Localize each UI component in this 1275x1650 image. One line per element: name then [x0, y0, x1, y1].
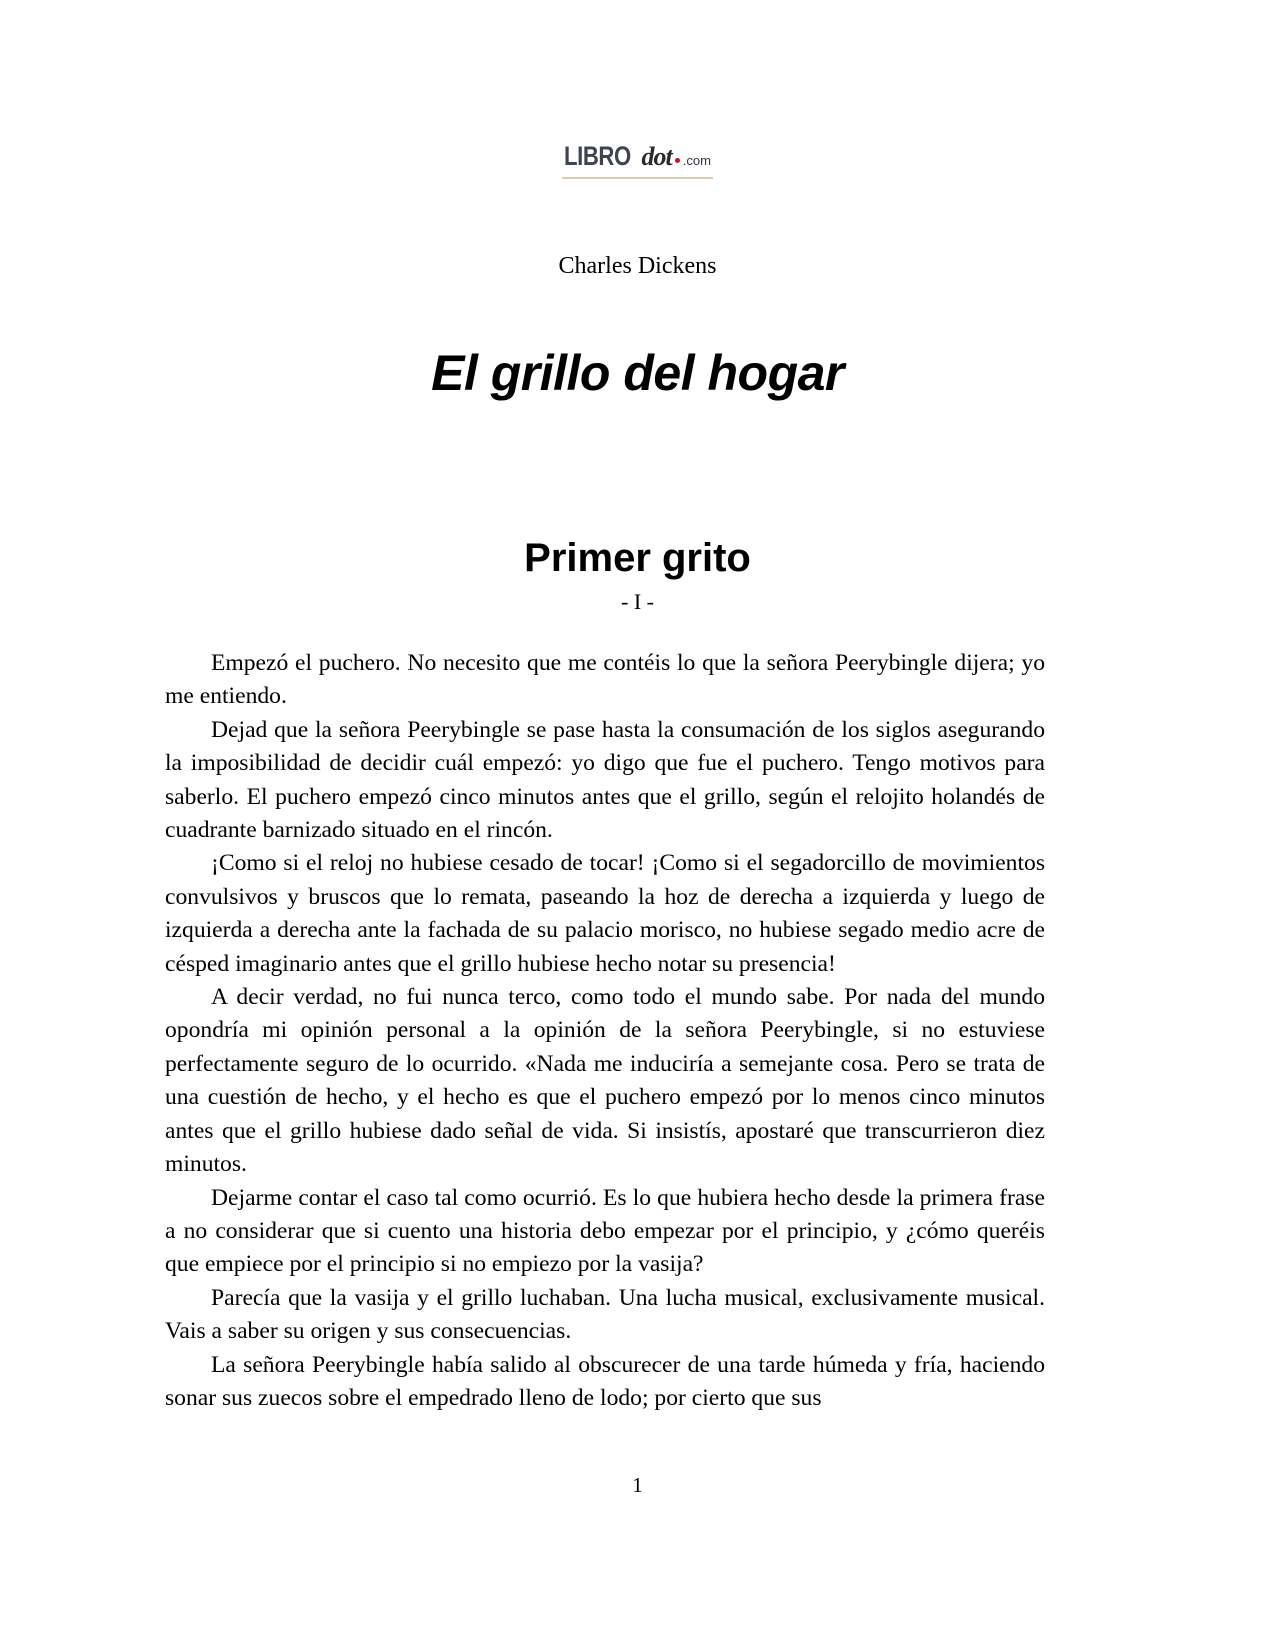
- logo-com-text: .com: [682, 153, 711, 168]
- red-dot-icon: [675, 158, 680, 163]
- section-heading: Primer grito: [524, 536, 751, 581]
- body-text: [165, 647, 1045, 1415]
- logo-underline-rule: [562, 177, 713, 179]
- paragraph: La señora Peerybingle había salido al obscurecer de una tarde húmeda y fría, haciendo sonar sus zuecos sobre el empedrado lleno de lodo; por cierto que sus: [165, 1351, 1045, 1411]
- librodot-logo[interactable]: [0, 143, 1275, 175]
- paragraph: Parecía que la vasija y el grillo luchaban. Una lucha musical, exclusivamente musical. Vais a saber su origen y sus consecuencias.: [165, 1284, 1045, 1345]
- paragraph: Empezó el puchero. No necesito que me contéis lo que la señora Peerybingle dijera; yo me entiendo.: [165, 650, 1045, 710]
- paragraph: Dejad que la señora Peerybingle se pase hasta la consumación de los siglos asegurando la imposibilidad de decidir cuál empezó: yo digo que fue el puchero. Tengo motivos para saberlo. El puchero empezó cinco minutos antes que el grillo, según el relojito holandés de cuadrante barnizado situado en el rincón.: [165, 716, 1045, 844]
- page-title: El grillo del hogar: [431, 344, 844, 401]
- author-name: Charles Dickens: [558, 253, 717, 279]
- logo-wordmark: [562, 143, 713, 175]
- logo-libro-text: LIBRO: [564, 141, 631, 171]
- part-number-label: - I -: [621, 589, 654, 614]
- page-number: 1: [632, 1473, 643, 1497]
- paragraph: A decir verdad, no fui nunca terco, como todo el mundo sabe. Por nada del mundo opondría mi opinión personal a la opinión de la señora Peerybingle, si no estuviese perfectamente seguro de lo ocurrido. «Nada me induciría a semejante cosa. Pero se trata de una cuestión de hecho, y el hecho es que el puchero empezó por lo menos cinco minutos antes que el grillo hubiese dado señal de vida. Si insistís, apostaré que transcurrieron diez minutos.: [165, 984, 1045, 1178]
- logo-dot-script-text: dot: [641, 142, 672, 171]
- paragraph: Dejarme contar el caso tal como ocurrió. Es lo que hubiera hecho desde la primera frase a no considerar que si cuento una historia debo empezar por el principio, y ¿cómo queréis que empiece por el principio si no empiezo por la vasija?: [165, 1184, 1045, 1278]
- paragraph: ¡Como si el reloj no hubiese cesado de tocar! ¡Como si el segadorcillo de movimientos convulsivos y bruscos que lo remata, paseando la hoz de derecha a izquierda y luego de izquierda a derecha ante la fachada de su palacio morisco, no hubiese segado medio acre de césped imaginario antes que el grillo hubiese hecho notar su presencia!: [165, 850, 1045, 977]
